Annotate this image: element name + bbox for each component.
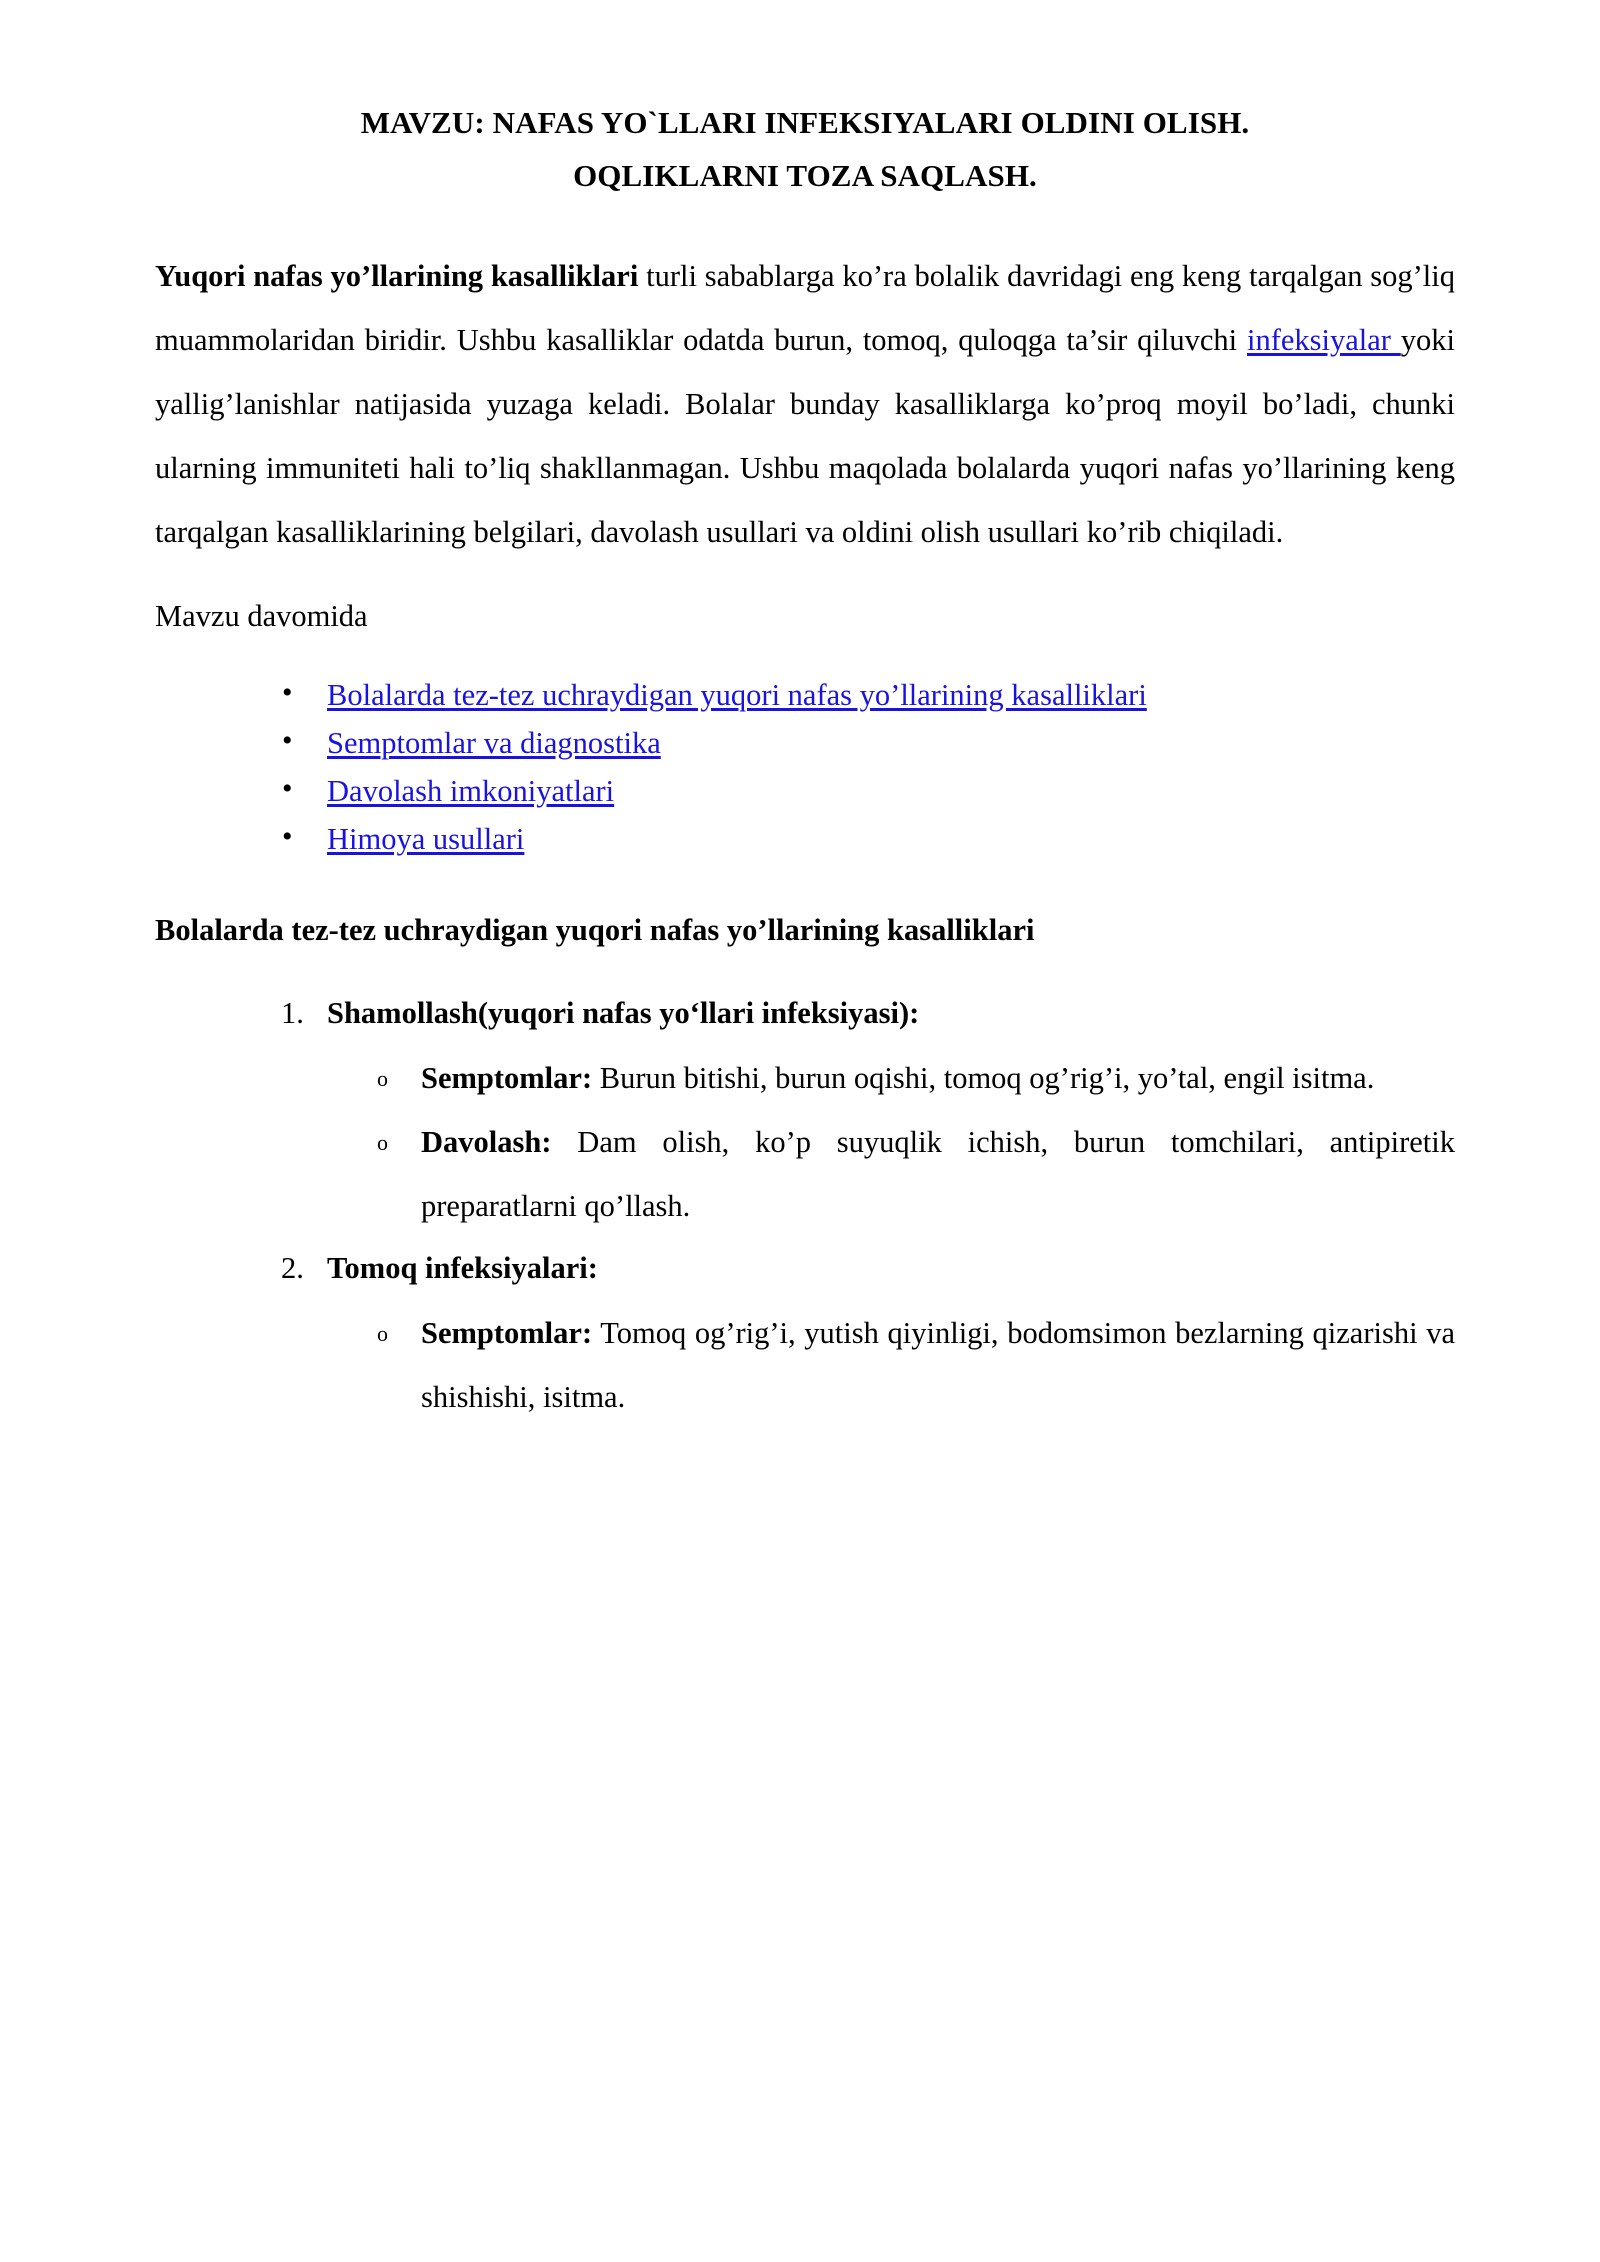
- sub-list: [327, 1301, 1455, 1429]
- toc-intro-text: Mavzu davomida: [155, 599, 368, 633]
- sub-item-label: Semptomlar:: [421, 1315, 593, 1350]
- toc-link-davolash[interactable]: Davolash imkoniyatlari: [327, 773, 615, 808]
- bullet-icon: •: [282, 771, 293, 805]
- intro-lead-bold: Yuqori nafas yo’llarining kasalliklari: [155, 259, 639, 293]
- document-body: [155, 96, 1455, 1435]
- toc-list: [155, 671, 1455, 863]
- page-title-line-2: OQLIKLARNI TOZA SAQLASH.: [573, 158, 1037, 193]
- bullet-icon: •: [282, 675, 293, 709]
- bullet-icon: •: [282, 723, 293, 757]
- sub-item-label: Davolash:: [421, 1124, 552, 1159]
- numbered-list-item: [155, 1244, 1455, 1429]
- sub-item-text: Tomoq og’rig’i, yutish qiyinligi, bodomsimon bezlarning qizarishi va shishishi, isitma.: [421, 1315, 1455, 1414]
- sub-list-item: [327, 1110, 1455, 1238]
- list-number-2: 2.: [281, 1250, 304, 1285]
- bullet-icon: •: [282, 819, 293, 853]
- page-title: [155, 96, 1455, 202]
- disease-numbered-list: [155, 989, 1455, 1429]
- numbered-list-item: [155, 989, 1455, 1238]
- list-number-1: 1.: [281, 995, 304, 1030]
- list-item: [155, 767, 1455, 815]
- list-item: [155, 719, 1455, 767]
- intro-text-after-link: yoki yallig’lanishlar natijasida yuzaga keladi. Bolalar bunday kasalliklarga ko’proq moyil bo’ladi, chunki ularning immuniteti hali to’liq shakllanmagan. Ushbu maqolada bolalarda yuqori nafas yo’llarining keng tarqalgan kasalliklarining belgilari, davolash usullari va oldini olish usullari ko’rib chiqiladi.: [155, 323, 1456, 549]
- sub-bullet-icon: o: [377, 1129, 388, 1155]
- numbered-item-title: Shamollash(yuqori nafas yo‘llari infeksiyasi):: [327, 995, 920, 1030]
- sub-item-text: Burun bitishi, burun oqishi, tomoq og’rig’i, yo’tal, engil isitma.: [592, 1060, 1375, 1095]
- list-item: [155, 671, 1455, 719]
- sub-list: [327, 1046, 1455, 1238]
- numbered-item-title: Tomoq infeksiyalari:: [327, 1250, 598, 1285]
- intro-paragraph: [155, 244, 1455, 564]
- toc-link-himoya[interactable]: Himoya usullari: [327, 821, 525, 856]
- list-item: [155, 815, 1455, 863]
- sub-bullet-icon: o: [377, 1320, 388, 1346]
- sub-item-label: Semptomlar:: [421, 1060, 593, 1095]
- sub-bullet-icon: o: [377, 1065, 388, 1091]
- sub-list-item: [327, 1046, 1455, 1110]
- intro-text-before-link: turli sabablarga ko’ra bolalik davridagi eng keng tarqalgan sog’liq muammolaridan biridir. Ushbu kasalliklar odatda burun, tomoq, quloqga ta’sir qiluvchi: [155, 259, 1455, 357]
- page-title-line-1: MAVZU: NAFAS YO`LLARI INFEKSIYALARI OLDINI OLISH.: [360, 105, 1250, 140]
- sub-item-text: Dam olish, ko’p suyuqlik ichish, burun tomchilari, antipiretik preparatlarni qo’llash.: [421, 1124, 1455, 1223]
- sub-list-item: [327, 1301, 1455, 1429]
- section-heading: Bolalarda tez-tez uchraydigan yuqori nafas yo’llarining kasalliklari: [155, 912, 1035, 947]
- infeksiyalar-link[interactable]: infeksiyalar: [1246, 323, 1401, 357]
- toc-link-semptomlar[interactable]: Semptomlar va diagnostika: [327, 725, 661, 760]
- toc-link-kasalliklari[interactable]: Bolalarda tez-tez uchraydigan yuqori nafas yo’llarining kasalliklari: [327, 677, 1147, 712]
